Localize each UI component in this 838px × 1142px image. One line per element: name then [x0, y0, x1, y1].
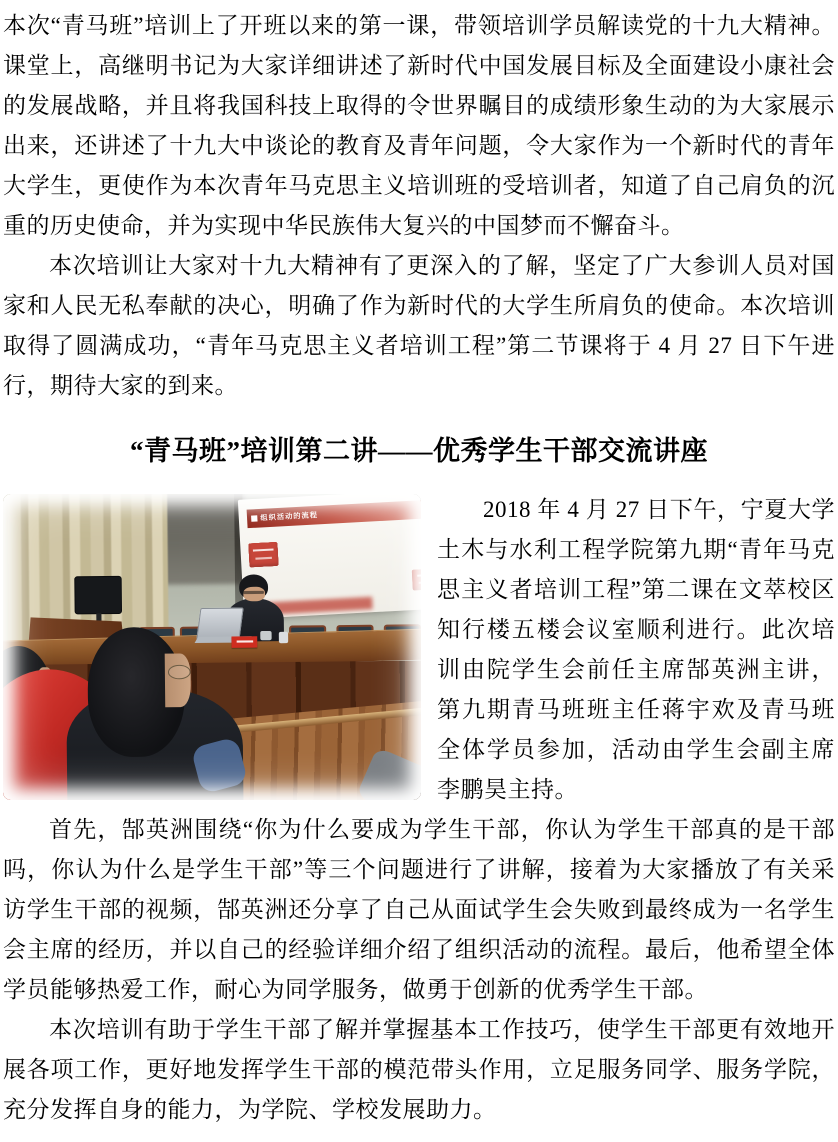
- slide-flowchart-row1: [249, 533, 421, 568]
- paragraph-3: 2018 年 4 月 27 日下午，宁夏大学土木与水利工程学院第九期“青年马克思主义者培训工程”第二课在文萃校区知行楼五楼会议室顺利进行。此次培训由院学生会前任主席郜英洲主讲，第九期青马班班主任蒋宇欢及青马班全体学员参加，活动由学生会副主席李鹏昊主持。: [437, 497, 835, 802]
- podium-monitor: [76, 577, 122, 614]
- flow-box: [249, 542, 279, 567]
- photo-scene: [3, 494, 421, 800]
- laptop: [197, 607, 244, 639]
- audience-glasses-center: [167, 665, 190, 680]
- paragraph-5: 本次培训有助于学生干部了解并掌握基本工作技巧，使学生干部更有效地开展各项工作，更好地发挥学生干部的模范带头作用，立足服务同学、服务学院，充分发挥自身的能力，为学院、学校发展助力。: [3, 1017, 835, 1122]
- slide-title: 组织活动的流程: [260, 512, 319, 523]
- document-page: [3, 6, 835, 1130]
- slide-header-bar: [247, 500, 421, 528]
- section-heading: “青马班”培训第二讲——优秀学生干部交流讲座: [130, 436, 708, 466]
- speaker-glasses: [244, 590, 265, 594]
- paragraph-2: 本次培训让大家对十九大精神有了更深入的了解，坚定了广大参训人员对国家和人民无私奉献的决心，明确了作为新时代的大学生所肩负的使命。本次培训取得了圆满成功，“青年马克思主义者培训工程”第二节课将于 4 月 27 日下午进行，期待大家的到来。: [3, 253, 835, 398]
- flow-box: [413, 569, 421, 591]
- training-photo: [3, 494, 421, 800]
- name-card: [232, 636, 258, 648]
- water-cup: [279, 631, 289, 642]
- water-cup: [260, 631, 271, 641]
- paragraph-4: 首先，郜英洲围绕“你为什么要成为学生干部，你认为学生干部真的是干部吗，你认为什么是学生干部”等三个问题进行了讲解，接着为大家播放了有关采访学生干部的视频，郜英洲还分享了自己从面试学生会失败到最终成为一名学生会主席的经历，并以自己的经验详细介绍了组织活动的流程。最后，他希望全体学员能够热爱工作，耐心为同学服务，做勇于创新的优秀学生干部。: [3, 817, 835, 1002]
- paragraph-1: 本次“青马班”培训上了开班以来的第一课，带领培训学员解读党的十九大精神。课堂上，高继明书记为大家详细讲述了新时代中国发展目标及全面建设小康社会的发展战略，并且将我国科技上取得的令世界瞩目的成绩形象生动的为大家展示出来，还讲述了十九大中谈论的教育及青年问题，令大家作为一个新时代的青年大学生，更使作为本次青年马克思主义培训班的受培训者，知道了自己肩负的沉重的历史使命，并为实现中华民族伟大复兴的中国梦而不懈奋斗。: [3, 13, 835, 238]
- audience-face-center: [165, 654, 191, 708]
- slide-flowchart-row2: [308, 568, 421, 597]
